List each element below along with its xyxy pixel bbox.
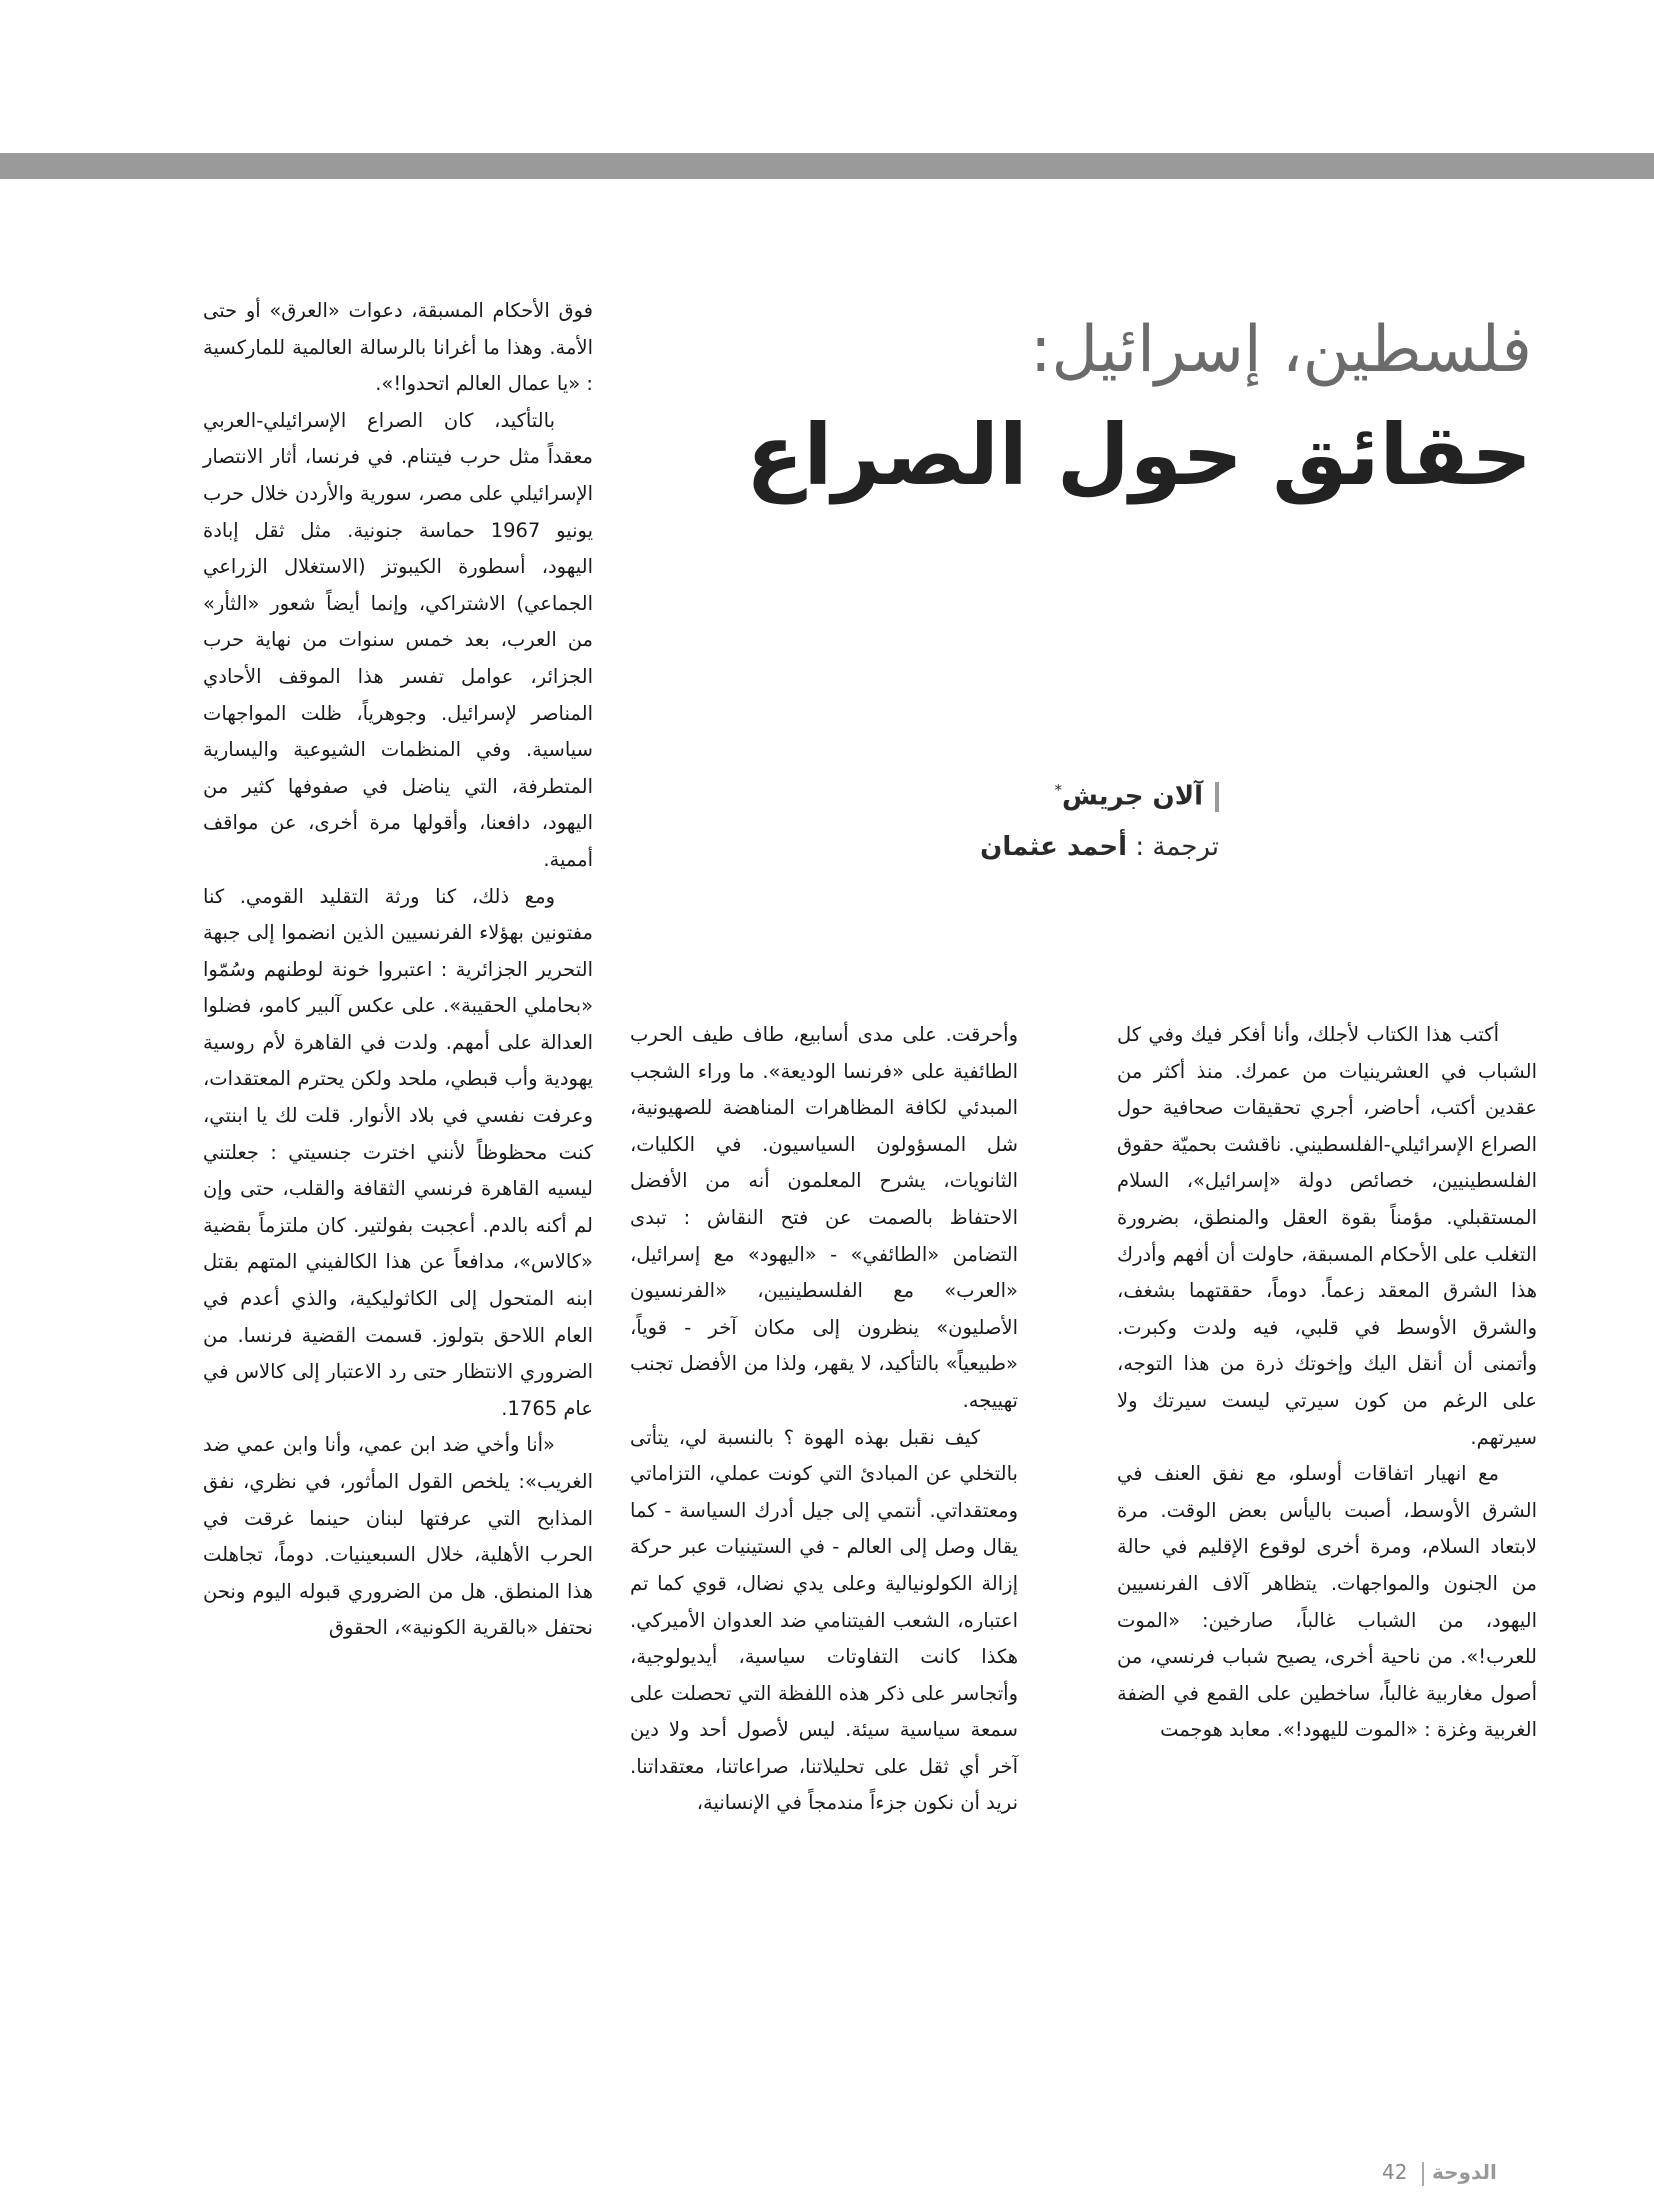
paragraph: «أنا وأخي ضد ابن عمي، وأنا وابن عمي ضد الغريب»: يلخص القول المأثور، في نظري، نفق المذابح التي عرفتها لبنان حينما غرقت في الحرب الأهلية، خلال السبعينيات. دوماً، تجاهلت هذا المنطق. هل من الضروري قبوله اليوم ونحن نحتفل «بالقرية الكونية»، الحقوق	[203, 1433, 593, 1640]
paragraph: كيف نقبل بهذه الهوة ؟ بالنسبة لي، يتأتى بالتخلي عن المبادئ التي كونت عملي، التزاماتي ومعتقداتي. أنتمي إلى جيل أدرك السياسة - كما يقال وصل إلى العالم - في الستينيات عبر حركة إزالة الكولونيالية وعلى يدي نضال، قوي كما تم اعتباره، الشعب الفيتنامي ضد العدوان الأميركي. هكذا كانت التفاوتات سياسية، أيديولوجية، وأتجاسر على ذكر هذه اللفظة التي تحصلت على سمعة سياسية سيئة. ليس لأصول أحد ولا دين آخر أي ثقل على تحليلاتنا، صراعاتنا، معتقداتنا. نريد أن نكون جزءاً مندمجاً في الإنسانية،	[630, 1425, 1018, 1815]
column-right	[1117, 1017, 1537, 1749]
translator-row	[819, 822, 1219, 872]
paragraph: بالتأكيد، كان الصراع الإسرائيلي-العربي معقداً مثل حرب فيتنام. في فرنسا، أثار الانتصار الإسرائيلي على مصر، سورية والأردن خلال حرب يونيو 1967 حماسة جنونية. مثل ثقل إبادة اليهود، أسطورة الكيبوتز (الاستغلال الزراعي الجماعي) الاشتراكي، وإنما أيضاً شعور «الثأر» من العرب، بعد خمس سنوات من نهاية حرب الجزائر، عوامل تفسر هذا الموقف الأحادي المناصر لإسرائيل. وجوهرياً، ظلت المواجهات سياسية. وفي المنظمات الشيوعية واليسارية المتطرفة، التي يناضل في صفوفها كثير من اليهود، دافعنا، وأقولها مرة أخرى، عن مواقف أممية.	[203, 408, 593, 871]
title-line-2: حقائق حول الصراع	[746, 406, 1532, 504]
paragraph: مع انهيار اتفاقات أوسلو، مع نفق العنف في الشرق الأوسط، أصبت باليأس بعض الوقت. مرة لابتعاد السلام، ومرة أخرى لوقوع الإقليم في حالة من الجنون والمواجهات. يتظاهر آلاف الفرنسيين اليهود، من الشباب غالباً، صارخين: «الموت للعرب!». من ناحية أخرى، يصيح شباب فرنسي، من أصول مغاربية غالباً، ساخطين على القمع في الضفة الغربية وغزة : «الموت لليهود!». معابد هوجمت	[1117, 1462, 1537, 1742]
paragraph: فوق الأحكام المسبقة، دعوات «العرق» أو حتى الأمة. وهذا ما أغرانا بالرسالة العالمية للماركسية : «يا عمال العالم اتحدوا!».	[203, 299, 593, 396]
paragraph: ومع ذلك، كنا ورثة التقليد القومي. كنا مفتونين بهؤلاء الفرنسيين الذين انضموا إلى جبهة التحرير الجزائرية : اعتبروا خونة لوطنهم وسُمّوا «بحاملي الحقيبة». على عكس آلبير كامو، فضلوا العدالة على أمهم. ولدت في القاهرة لأم روسية يهودية وأب قبطي، ملحد ولكن يحترم المعتقدات، وعرفت نفسي في بلاد الأنوار. قلت لك يا ابنتي، كنت محظوظاً لأنني اخترت جنسيتي : جعلتني ليسيه القاهرة فرنسي الثقافة والقلب، حتى وإن لم أكنه بالدم. أعجبت بفولتير. كان ملتزماً بقضية «كالاس»، مدافعاً عن هذا الكالفيني المتهم بقتل ابنه المتحول إلى الكاثوليكية، والذي أعدم في العام اللاحق بتولوز. قسمت القضية فرنسا. من الضروري الانتظار حتى رد الاعتبار إلى كالاس في عام 1765.	[203, 884, 593, 1420]
footer-divider	[1422, 2162, 1424, 2186]
byline	[819, 765, 1219, 872]
article-title	[732, 305, 1532, 515]
page-number: 42	[1382, 2160, 1408, 2184]
author-row	[819, 765, 1219, 822]
paragraph: وأحرقت. على مدى أسابيع، طاف طيف الحرب الطائفية على «فرنسا الوديعة». ما وراء الشجب المبدئي لكافة المظاهرات المناهضة للصهيونية، شل المسؤولون السياسيون. في الكليات، الثانويات، يشرح المعلمون أنه من الأفضل الاحتفاظ بالصمت عن فتح النقاش : تبدى التضامن «الطائفي» - «اليهود» مع إسرائيل، «العرب» مع الفلسطينيين، «الفرنسيون الأصليون» ينظرون إلى مكان آخر - قوياً، «طبيعياً» بالتأكيد، لا يقهر، ولذا من الأفضل تجنب تهييجه.	[630, 1023, 1018, 1412]
title-line-1: فلسطين، إسرائيل:	[1029, 313, 1532, 387]
byline-divider	[1215, 782, 1219, 812]
top-banner-bar	[0, 153, 1654, 179]
author-footnote-mark: *	[1054, 781, 1063, 799]
magazine-logo: الدوحة	[1432, 2160, 1497, 2184]
translator-name: أحمد عثمان	[980, 831, 1128, 862]
author-name: آلان جريش	[1062, 781, 1203, 812]
page-footer	[1382, 2160, 1512, 2194]
column-left	[203, 293, 593, 1647]
paragraph: أكتب هذا الكتاب لأجلك، وأنا أفكر فيك وفي كل الشباب في العشرينيات من عمرك. منذ أكثر من عقدين أكتب، أحاضر، أجري تحقيقات صحافية حول الصراع الإسرائيلي-الفلسطيني. ناقشت بحميّة حقوق الفلسطينيين، خصائص دولة «إسرائيل»، السلام المستقبلي. مؤمناً بقوة العقل والمنطق، بضرورة التغلب على الأحكام المسبقة، حاولت أن أفهم وأدرك هذا الشرق المعقد زعماً. دوماً، حققتهما بشغف، والشرق الأوسط في قلبي، فيه ولدت وكبرت. وأتمنى أن أنقل اليك وإخوتك ذرة من هذا التوجه، على الرغم من كون سيرتي ليست سيرتك ولا سيرتهم.	[1117, 1023, 1537, 1449]
translator-label: ترجمة :	[1135, 831, 1219, 862]
column-middle	[630, 1017, 1018, 1822]
